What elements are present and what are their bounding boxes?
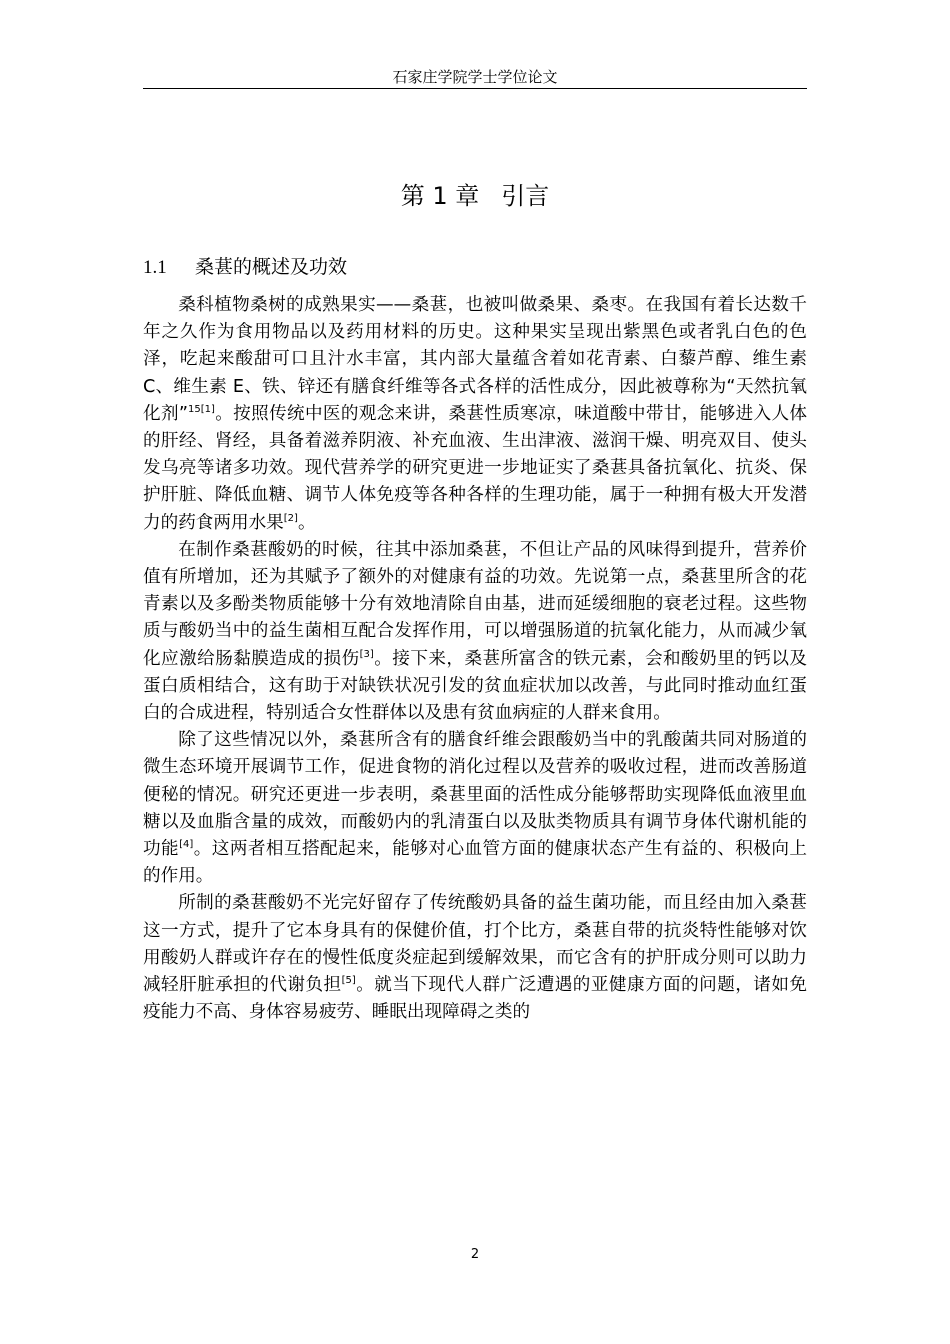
running-header-text: 石家庄学院学士学位论文 [392,68,558,86]
body-text [143,292,807,1026]
citation: [2] [283,512,298,524]
page-number: 2 [470,1247,480,1262]
citation: 15[1] [188,403,215,415]
citation: [4] [179,839,194,851]
paragraph: 桑科植物桑树的成熟果实——桑葚，也被叫做桑果、桑枣。在我国有着长达数千年之久作为食用物品以及药用材料的历史。这种果实呈现出紫黑色或者乳白色的色泽，吃起来酸甜可口且汁水丰富，其内部大量蕴含着如花青素、白藜芦醇、维生素 C、维生素 E、铁、锌还有膳食纤维等各式各样的活性成分，因此被尊称为“天然抗氧化剂”$^{15[1]}$。按照传统中医的观念来讲，桑葚性质寒凉，味道酸中带甘，能够进入人体的肝经、肾经，具备着滋养阴液、补充血液、生出津液、滋润干燥、明亮双目、使头发乌亮等诸多功效。现代营养学的研究更进一步地证实了桑葚具备抗氧化、抗炎、保护肝脏、降低血糖、调节人体免疫等各种各样的生理功能，属于一种拥有极大开发潜力的药食两用水果[2]。 [143,295,807,533]
citation: [5] [341,975,356,987]
section-number: 1.1 [143,257,167,278]
paragraph: 除了这些情况以外，桑葚所含有的膳食纤维会跟酸奶当中的乳酸菌共同对肠道的微生态环境开展调节工作，促进食物的消化过程以及营养的吸收过程，进而改善肠道便秘的情况。研究还更进一步表明，桑葚里面的活性成分能够帮助实现降低血液里血糖以及血脂含量的成效，而酸奶内的乳清蛋白以及肽类物质具有调节身体代谢机能的功能[4]。这两者相互搭配起来，能够对心血管方面的健康状态产生有益的、积极向上的作用。 [143,730,807,887]
paragraph: 所制的桑葚酸奶不光完好留存了传统酸奶具备的益生菌功能，而且经由加入桑葚这一方式，提升了它本身具有的保健价值，打个比方，桑葚自带的抗炎特性能够对饮用酸奶人群或许存在的慢性低度炎症起到缓解效果，而它含有的护肝成分则可以助力减轻肝脏承担的代谢负担[5]。就当下现代人群广泛遭遇的亚健康方面的问题，诸如免疫能力不高、身体容易疲劳、睡眠出现障碍之类的 [143,893,807,1023]
chapter-title [143,180,807,212]
citation: [3] [359,648,374,660]
paragraph: 在制作桑葚酸奶的时候，往其中添加桑葚，不但让产品的风味得到提升，营养价值有所增加，还为其赋予了额外的对健康有益的功效。先说第一点，桑葚里所含的花青素以及多酚类物质能够十分有效地清除自由基，进而延缓细胞的衰老过程。这些物质与酸奶当中的益生菌相互配合发挥作用，可以增强肠道的抗氧化能力，从而减少氧化应激给肠黏膜造成的损伤[3]。接下来，桑葚所富含的铁元素，会和酸奶里的钙以及蛋白质相结合，这有助于对缺铁状况引发的贫血症状加以改善，与此同时推动血红蛋白的合成进程，特别适合女性群体以及患有贫血病症的人群来食用。 [143,539,807,724]
running-header [143,68,807,89]
chapter-title-text: 引言 [501,182,550,210]
chapter-number: 第 1 章 [400,182,480,210]
section-heading [143,253,347,282]
section-title-text: 桑葚的概述及功效 [195,256,348,278]
